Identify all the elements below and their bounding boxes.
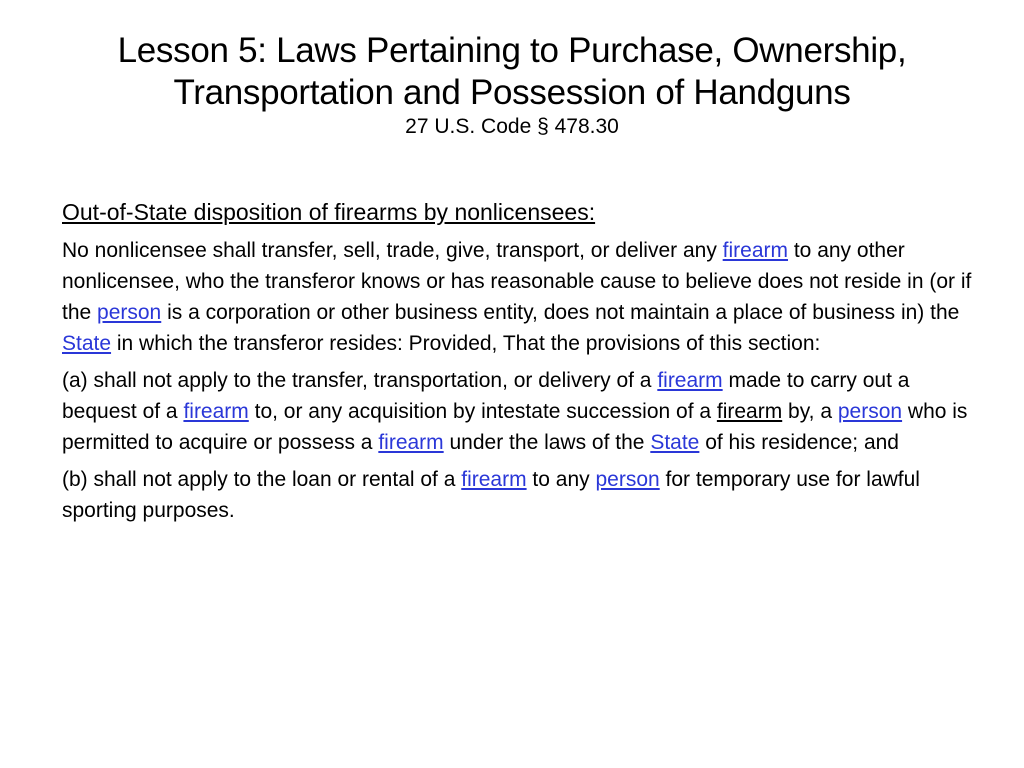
text: made to carry out a bequest of a: [62, 369, 910, 423]
text: of his residence; and: [699, 431, 899, 454]
text: (b) shall not apply to the loan or rental of a: [62, 468, 462, 491]
link-firearm[interactable]: firearm: [378, 431, 444, 454]
text: who is permitted to acquire or possess a: [62, 400, 968, 454]
title-line-2: Transportation and Possession of Handguns: [173, 73, 851, 112]
text: by, a: [782, 400, 838, 423]
text: (a) shall not apply to the transfer, transportation, or delivery of a: [62, 369, 658, 392]
link-state[interactable]: State: [650, 431, 700, 454]
link-firearm[interactable]: firearm: [722, 239, 789, 262]
link-firearm[interactable]: firearm: [183, 400, 249, 423]
title-line-1: Lesson 5: Laws Pertaining to Purchase, Ownership,: [117, 31, 907, 70]
text: to any: [526, 468, 596, 491]
text: No nonlicensee shall transfer, sell, trade, give, transport, or deliver any: [62, 239, 723, 262]
slide-title: [40, 30, 984, 114]
text: for temporary use for lawful sporting purposes.: [62, 468, 920, 522]
link-person[interactable]: person: [97, 301, 162, 324]
section-heading: Out-of-State disposition of firearms by nonlicensees:: [62, 199, 596, 225]
paragraph-b: [62, 464, 974, 526]
paragraph-main: [62, 235, 974, 359]
link-state[interactable]: State: [62, 332, 112, 355]
slide-body: [62, 197, 974, 532]
paragraph-a: [62, 365, 974, 458]
underlined-firearm: firearm: [716, 400, 783, 423]
text: to, or any acquisition by intestate succession of a: [248, 400, 717, 423]
text: in which the transferor resides: Provided, That the provisions of this section:: [111, 332, 821, 355]
link-person[interactable]: person: [595, 468, 660, 491]
title-block: [40, 30, 984, 140]
link-firearm[interactable]: firearm: [461, 468, 527, 491]
text: to any other nonlicensee, who the transferor knows or has reasonable cause to believe does not reside in (or if the: [62, 239, 972, 324]
slide-subtitle: 27 U.S. Code § 478.30: [405, 115, 619, 138]
text: is a corporation or other business entity, does not maintain a place of business in) the: [161, 301, 960, 324]
link-person[interactable]: person: [837, 400, 903, 423]
text: under the laws of the: [443, 431, 651, 454]
link-firearm[interactable]: firearm: [657, 369, 723, 392]
